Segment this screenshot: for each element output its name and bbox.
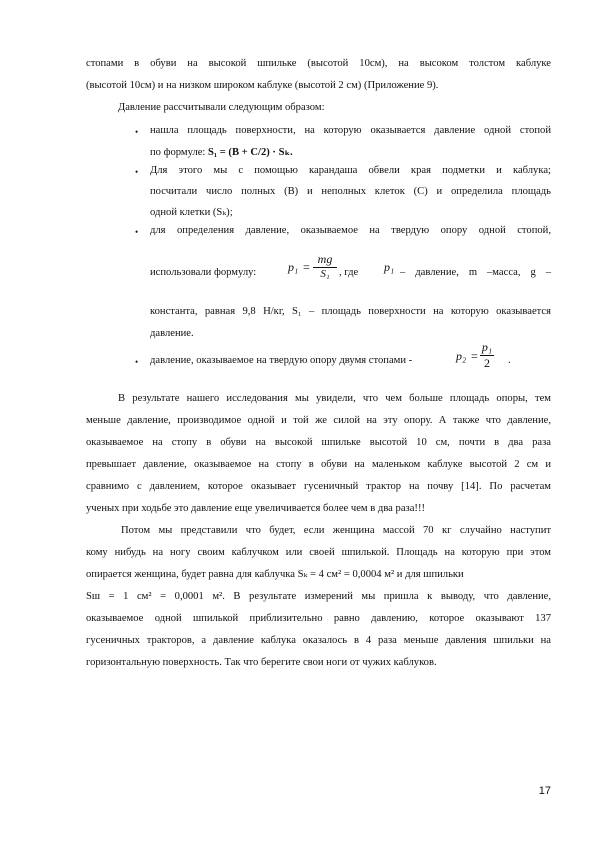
formula-denominator: S₁ bbox=[320, 268, 330, 280]
bullet-3-definition: – давление, m –масса, g – bbox=[400, 267, 551, 278]
paragraph-2-line-5: сравнимо с давлением, которое оказывает гусеничный трактор на почву [14]. По расчетам bbox=[86, 481, 551, 492]
bullet-1-line-2 bbox=[150, 146, 551, 159]
paragraph-2-line-2: меньше давление, производимое одной и той же силой на эту опору. А также что давление, bbox=[86, 415, 551, 426]
page-number: 17 bbox=[538, 785, 551, 797]
bullet-1-line-1: нашла площадь поверхности, на которую оказывается давление одной стопой bbox=[150, 125, 551, 136]
paragraph-2-line-6: ученых при ходьбе это давление еще увеличивается более чем в два раза!!! bbox=[86, 503, 426, 514]
bullet-2-line-3: одной клетки (Sₖ); bbox=[150, 207, 233, 218]
area-formula: S₁ = (B + C/2) · Sₖ. bbox=[208, 147, 293, 158]
bullet-3-where: , где bbox=[339, 267, 359, 278]
bullet-marker: • bbox=[135, 127, 139, 137]
paragraph-3-line-3: опирается женщина, будет равна для каблучка Sₖ = 4 см² = 0,0004 м² и для шпильки bbox=[86, 569, 464, 580]
intro-text: Давление рассчитывали следующим образом: bbox=[118, 102, 325, 113]
two-feet-formula-equals: = bbox=[471, 349, 478, 363]
two-feet-formula-lhs: p₂ bbox=[456, 349, 467, 363]
two-feet-numerator: p₁ bbox=[481, 340, 493, 354]
paragraph-3-line-7: горизонтальную поверхность. Так что берегите свои ноги от чужих каблуков. bbox=[86, 657, 437, 668]
paragraph-3-line-5: оказываемое одной шпилькой приблизительно равно давлению, которое оказывают 137 bbox=[86, 613, 551, 624]
two-feet-denominator: 2 bbox=[484, 356, 490, 370]
paragraph-3-line-6: гусеничных тракторов, а давление каблука оказалось в 4 раза меньше давления шпильки на bbox=[86, 635, 551, 646]
bullet-marker: • bbox=[135, 167, 139, 177]
pressure-formula-equals: = bbox=[303, 260, 310, 274]
paragraph-1-line-1: стопами в обуви на высокой шпильке (высотой 10см), на высоком толстом каблуке bbox=[86, 58, 551, 69]
formula-numerator: mg bbox=[317, 252, 333, 266]
paragraph-3-line-4 bbox=[86, 590, 551, 603]
pressure-symbol: p₁ bbox=[384, 260, 395, 274]
bullet-1-prefix: по формуле: bbox=[150, 147, 209, 158]
spike-area-value: Sш = 1 см² = 0,0001 м². bbox=[86, 591, 225, 602]
bullet-4-line-1: давление, оказываемое на твердую опору двумя стопами - bbox=[150, 355, 413, 366]
paragraph-1-line-2: (высотой 10см) и на низком широком каблуке (высотой 2 см) (Приложение 9). bbox=[86, 80, 439, 91]
paragraph-2-line-1: В результате нашего исследования мы увидели, что чем больше площадь опоры, тем bbox=[118, 393, 551, 404]
bullet-2-line-1: Для этого мы с помощью карандаша обвели края подметки и каблука; bbox=[150, 165, 551, 176]
paragraph-2-line-4: превышает давление, оказываемое на стопу в обуви на маленьком каблуке высотой 2 см и bbox=[86, 459, 551, 470]
paragraph-3-line-2: кому нибудь на ногу своим каблучком или своей шпилькой. Площадь на которую при этом bbox=[86, 547, 551, 558]
bullet-3-line-4: давление. bbox=[150, 328, 194, 339]
bullet-marker: • bbox=[135, 227, 139, 237]
pressure-formula-lhs: p₁ bbox=[288, 260, 299, 274]
conclusion-start: В результате измерений мы пришла к выводу, что давление, bbox=[224, 591, 552, 602]
bullet-3-formula-prefix: использовали формулу: bbox=[150, 267, 257, 278]
paragraph-2-line-3: оказываемое на стопу в обуви на высокой шпильке высотой 10 см, почти в два раза bbox=[86, 437, 551, 448]
bullet-4-end: . bbox=[508, 355, 511, 366]
paragraph-3-line-1: Потом мы представили что будет, если женщина массой 70 кг случайно наступит bbox=[121, 525, 551, 536]
bullet-3-line-3: константа, равная 9,8 Н/кг, S₁ – площадь поверхности на которую оказывается bbox=[150, 306, 551, 317]
bullet-3-line-1: для определения давление, оказываемое на твердую опору одной стопой, bbox=[150, 225, 551, 236]
bullet-2-line-2: посчитали число полных (B) и неполных клеток (C) и определила площадь bbox=[150, 186, 551, 197]
bullet-marker: • bbox=[135, 357, 139, 367]
